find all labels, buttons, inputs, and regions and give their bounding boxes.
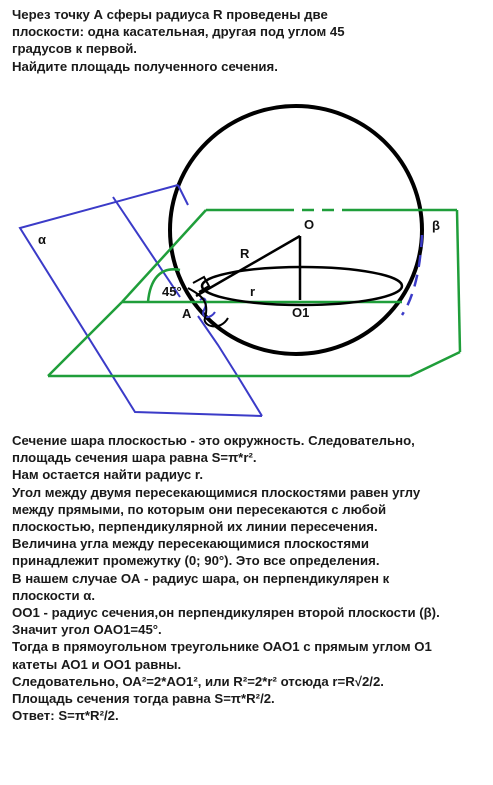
solution-line: Величина угла между пересекающимися плоскостями <box>12 536 369 552</box>
solution-line: В нашем случае ОА - радиус шара, он перпендикулярен к <box>12 570 390 586</box>
problem-line: Найдите площадь полученного сечения. <box>12 58 278 74</box>
solution-line: Тогда в прямоугольном треугольнике ОАО1 с прямым углом О1 <box>12 639 432 655</box>
solution-line: Значит угол ОАО1=45°. <box>12 622 162 638</box>
solution-line: Нам остается найти радиус r. <box>12 467 203 483</box>
label-alpha: α <box>38 232 46 247</box>
label-beta: β <box>432 218 440 233</box>
solution-line: между прямыми, по которым они пересекаются с любой <box>12 501 387 517</box>
solution-line: плоскостью, перпендикулярной их линии пересечения. <box>12 519 378 535</box>
solution-line: Сечение шара плоскостью - это окружность. Следовательно, <box>12 433 415 448</box>
solution-line: Угол между двумя пересекающимися плоскостями равен углу <box>12 484 421 500</box>
solution-text <box>12 432 490 724</box>
solution-line: катеты АО1 и ОО1 равны. <box>12 656 182 672</box>
label-r-big: R <box>240 246 250 261</box>
solution-line: ОО1 - радиус сечения,он перпендикулярен второй плоскости (β). <box>12 605 440 621</box>
section-circle <box>202 267 402 305</box>
label-o1: O1 <box>292 305 310 320</box>
problem-line: плоскости: одна касательная, другая под углом 45 <box>12 24 345 40</box>
problem-line: Через точку А сферы радиуса R проведены две <box>12 7 328 22</box>
label-a: A <box>182 306 192 321</box>
solution-line: Следовательно, ОА²=2*АО1², или R²=2*r² отсюда r=R√2/2. <box>12 673 384 689</box>
solution-line: плоскости α. <box>12 587 96 603</box>
label-angle: 45° <box>162 284 182 299</box>
tangent-plane-alpha <box>20 185 262 416</box>
problem-line: градусов к первой. <box>12 41 137 57</box>
solution-line: принадлежит промежутку (0; 90°). Это все определения. <box>12 553 380 569</box>
label-r-small: r <box>250 284 256 299</box>
solution-line: Ответ: S=π*R²/2. <box>12 708 119 724</box>
solution-line: Площадь сечения тогда равна S=π*R²/2. <box>12 691 275 707</box>
label-o: O <box>304 217 315 232</box>
solution-line: площадь сечения шара равна S=π*r². <box>12 450 257 466</box>
